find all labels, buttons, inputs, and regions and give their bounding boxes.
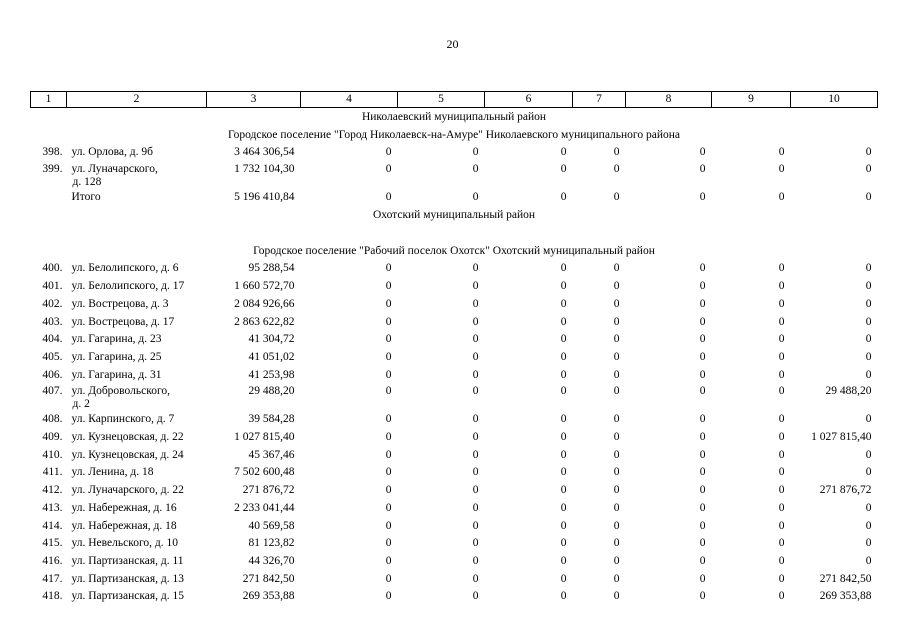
row-number: 403. xyxy=(42,315,63,328)
value-cell: 0 xyxy=(560,431,567,444)
value-cell: 0 xyxy=(778,368,785,381)
value-cell: 0 xyxy=(778,501,785,514)
value-cell: 0 xyxy=(778,572,785,585)
value-cell: 0 xyxy=(560,297,567,310)
value-cell: 2 084 926,66 xyxy=(234,297,295,310)
address-line: ул. Белолипского, д. 17 xyxy=(71,280,185,293)
value-cell: 0 xyxy=(699,537,706,550)
value-cell: 0 xyxy=(613,484,620,497)
value-cell: 0 xyxy=(472,333,479,346)
row-number: 404. xyxy=(42,333,63,346)
value-cell: 0 xyxy=(472,315,479,328)
header-cell: 6 xyxy=(485,92,573,108)
row-number: 414. xyxy=(42,519,63,532)
value-cell: 0 xyxy=(385,190,392,203)
value-cell: 5 196 410,84 xyxy=(234,190,295,203)
value-cell: 0 xyxy=(613,190,620,203)
value-cell: 0 xyxy=(699,431,706,444)
value-cell: 0 xyxy=(613,368,620,381)
value-cell: 0 xyxy=(699,315,706,328)
value-cell: 0 xyxy=(865,413,872,426)
value-cell: 0 xyxy=(385,501,392,514)
value-cell: 0 xyxy=(385,448,392,461)
address-line-2: д. 2 xyxy=(72,398,90,411)
value-cell: 0 xyxy=(865,448,872,461)
value-cell: 0 xyxy=(699,484,706,497)
address-cell xyxy=(67,482,207,500)
address-cell xyxy=(67,447,207,465)
address-cell xyxy=(67,518,207,536)
value-cell: 0 xyxy=(560,590,567,603)
value-cell: 0 xyxy=(560,315,567,328)
value-cell: 0 xyxy=(560,413,567,426)
value-cell: 0 xyxy=(699,146,706,158)
value-cell: 0 xyxy=(613,572,620,585)
page-number: 20 xyxy=(446,37,459,51)
value-cell: 0 xyxy=(385,146,392,158)
value-cell: 0 xyxy=(613,297,620,310)
value-cell: 0 xyxy=(778,554,785,567)
value-cell: 0 xyxy=(778,190,785,203)
value-cell: 0 xyxy=(472,297,479,310)
table-row xyxy=(31,553,878,571)
value-cell: 0 xyxy=(472,385,479,398)
address-cell xyxy=(67,162,207,189)
value-cell: 0 xyxy=(385,162,392,175)
value-cell: 0 xyxy=(385,466,392,479)
value-cell: 1 660 572,70 xyxy=(234,280,295,293)
value-cell: 45 367,46 xyxy=(248,448,295,461)
value-cell: 0 xyxy=(699,413,706,426)
address-line: ул. Гагарина, д. 25 xyxy=(71,350,162,363)
value-cell: 0 xyxy=(699,333,706,346)
table-row xyxy=(31,482,878,500)
value-cell: 0 xyxy=(778,280,785,293)
row-number xyxy=(31,189,67,207)
value-cell: 0 xyxy=(699,368,706,381)
value-cell: 0 xyxy=(613,162,620,175)
section-title: Городское поселение "Рабочий поселок Охотск" Охотский муниципальный район xyxy=(253,245,655,258)
address-cell xyxy=(67,331,207,349)
address-cell xyxy=(67,260,207,278)
value-cell: 0 xyxy=(613,385,620,398)
address-cell xyxy=(67,535,207,553)
value-cell: 0 xyxy=(472,350,479,363)
value-cell: 0 xyxy=(385,572,392,585)
value-cell: 0 xyxy=(385,350,392,363)
value-cell: 271 842,50 xyxy=(242,572,295,585)
value-cell: 0 xyxy=(613,537,620,550)
section-title: Охотский муниципальный район xyxy=(372,209,536,222)
value-cell: 29 488,20 xyxy=(825,385,872,398)
value-cell: 81 123,82 xyxy=(248,537,295,550)
address-line: ул. Партизанская, д. 11 xyxy=(71,554,184,567)
value-cell: 29 488,20 xyxy=(248,385,295,398)
value-cell: 0 xyxy=(385,315,392,328)
value-cell: 0 xyxy=(385,333,392,346)
value-cell: 0 xyxy=(699,280,706,293)
header-cell: 9 xyxy=(712,92,791,108)
value-cell: 0 xyxy=(778,431,785,444)
value-cell: 0 xyxy=(385,368,392,381)
value-cell: 2 233 041,44 xyxy=(234,501,295,514)
value-cell: 0 xyxy=(778,385,785,398)
value-cell: 0 xyxy=(472,413,479,426)
address-cell xyxy=(67,144,207,162)
address-cell xyxy=(67,189,207,207)
value-cell: 0 xyxy=(865,297,872,310)
value-cell: 0 xyxy=(699,572,706,585)
value-cell: 0 xyxy=(865,501,872,514)
value-cell: 41 051,02 xyxy=(248,350,295,363)
section-title: Николаевский муниципальный район xyxy=(361,111,547,123)
value-cell: 0 xyxy=(385,413,392,426)
address-line: ул. Орлова, д. 9б xyxy=(71,146,153,158)
value-cell: 3 464 306,54 xyxy=(234,146,295,158)
header-cell: 4 xyxy=(301,92,398,108)
row-number: 416. xyxy=(42,554,63,567)
value-cell: 0 xyxy=(560,333,567,346)
value-cell: 0 xyxy=(560,554,567,567)
value-cell: 0 xyxy=(560,572,567,585)
address-line: ул. Белолипского, д. 6 xyxy=(71,262,179,275)
address-line: ул. Ленина, д. 18 xyxy=(71,466,154,479)
value-cell: 0 xyxy=(778,413,785,426)
value-cell: 0 xyxy=(560,537,567,550)
row-number: 406. xyxy=(42,368,63,381)
table-row xyxy=(31,500,878,518)
section-title-row xyxy=(31,108,878,127)
address-line: ул. Луначарского, д. 22 xyxy=(71,484,184,497)
address-cell xyxy=(67,588,207,606)
value-cell: 0 xyxy=(613,262,620,275)
row-number: 411. xyxy=(42,466,63,479)
value-cell: 0 xyxy=(560,190,567,203)
value-cell: 0 xyxy=(472,368,479,381)
address-line: ул. Партизанская, д. 15 xyxy=(71,590,184,603)
table-row xyxy=(31,367,878,385)
address-cell xyxy=(67,464,207,482)
value-cell: 0 xyxy=(472,262,479,275)
value-cell: 0 xyxy=(472,554,479,567)
value-cell: 0 xyxy=(472,431,479,444)
value-cell: 271 876,72 xyxy=(242,484,295,497)
address-line: ул. Набережная, д. 16 xyxy=(71,501,177,514)
value-cell: 0 xyxy=(865,333,872,346)
value-cell: 44 326,70 xyxy=(248,554,295,567)
address-line-2: д. 128 xyxy=(72,175,102,188)
value-cell: 0 xyxy=(699,590,706,603)
row-number: 400. xyxy=(42,262,63,275)
row-number: 399. xyxy=(42,162,63,175)
value-cell: 0 xyxy=(865,280,872,293)
address-cell xyxy=(67,429,207,447)
value-cell: 0 xyxy=(865,466,872,479)
value-cell: 2 863 622,82 xyxy=(234,315,295,328)
value-cell: 0 xyxy=(613,448,620,461)
header-cell: 8 xyxy=(626,92,712,108)
value-cell: 0 xyxy=(699,190,706,203)
value-cell: 0 xyxy=(699,350,706,363)
section-title-row xyxy=(31,224,878,260)
value-cell: 0 xyxy=(699,466,706,479)
address-line: ул. Партизанская, д. 13 xyxy=(71,572,184,585)
value-cell: 0 xyxy=(699,297,706,310)
value-cell: 269 353,88 xyxy=(242,590,295,603)
table-row xyxy=(31,162,878,189)
value-cell: 271 876,72 xyxy=(819,484,872,497)
value-cell: 0 xyxy=(699,554,706,567)
value-cell: 0 xyxy=(778,537,785,550)
value-cell: 0 xyxy=(613,590,620,603)
value-cell: 0 xyxy=(385,297,392,310)
row-number: 398. xyxy=(42,146,63,158)
value-cell: 0 xyxy=(472,590,479,603)
value-cell: 0 xyxy=(385,590,392,603)
value-cell: 0 xyxy=(613,466,620,479)
value-cell: 1 027 815,40 xyxy=(234,431,295,444)
table-row xyxy=(31,588,878,606)
table-row xyxy=(31,384,878,411)
value-cell: 0 xyxy=(865,262,872,275)
table-row xyxy=(31,189,878,207)
value-cell: 0 xyxy=(778,162,785,175)
value-cell: 0 xyxy=(613,350,620,363)
value-cell: 0 xyxy=(560,501,567,514)
table-row xyxy=(31,447,878,465)
table-row xyxy=(31,429,878,447)
value-cell: 0 xyxy=(613,333,620,346)
address-cell xyxy=(67,411,207,429)
value-cell: 0 xyxy=(613,431,620,444)
value-cell: 39 584,28 xyxy=(248,413,295,426)
value-cell: 7 502 600,48 xyxy=(234,466,295,479)
value-cell: 0 xyxy=(613,280,620,293)
value-cell: 0 xyxy=(560,162,567,175)
address-line: ул. Кузнецовская, д. 22 xyxy=(71,431,184,444)
value-cell: 0 xyxy=(613,501,620,514)
table-row xyxy=(31,518,878,536)
value-cell: 0 xyxy=(385,537,392,550)
address-cell xyxy=(67,278,207,296)
address-line: ул. Добровольского, xyxy=(71,385,171,398)
row-number: 413. xyxy=(42,501,63,514)
value-cell: 0 xyxy=(699,519,706,532)
value-cell: 0 xyxy=(778,333,785,346)
address-cell xyxy=(67,314,207,332)
section-title-row xyxy=(31,126,878,144)
address-line: ул. Карпинского, д. 7 xyxy=(71,413,175,426)
header-cell: 2 xyxy=(67,92,207,108)
address-line: ул. Невельского, д. 10 xyxy=(71,537,178,550)
value-cell: 0 xyxy=(613,146,620,158)
row-number: 408. xyxy=(42,413,63,426)
row-number: 410. xyxy=(42,448,63,461)
address-cell xyxy=(67,500,207,518)
value-cell: 0 xyxy=(560,466,567,479)
row-number: 417. xyxy=(42,572,63,585)
value-cell: 40 569,58 xyxy=(248,519,295,532)
value-cell: 0 xyxy=(613,315,620,328)
value-cell: 0 xyxy=(472,537,479,550)
table-row xyxy=(31,349,878,367)
value-cell: 0 xyxy=(560,385,567,398)
address-line: ул. Кузнецовская, д. 24 xyxy=(71,448,184,461)
value-cell: 1 027 815,40 xyxy=(811,431,872,444)
table-row xyxy=(31,278,878,296)
value-cell: 0 xyxy=(865,315,872,328)
row-number: 407. xyxy=(42,385,63,398)
value-cell: 0 xyxy=(699,448,706,461)
address-line: ул. Вострецова, д. 17 xyxy=(71,315,175,328)
header-cell: 5 xyxy=(398,92,485,108)
address-cell xyxy=(67,571,207,589)
value-cell: 0 xyxy=(560,280,567,293)
value-cell: 0 xyxy=(613,554,620,567)
value-cell: 0 xyxy=(472,448,479,461)
value-cell: 0 xyxy=(778,297,785,310)
value-cell: 95 288,54 xyxy=(248,262,295,275)
value-cell: 0 xyxy=(472,190,479,203)
value-cell: 0 xyxy=(865,162,872,175)
value-cell: 0 xyxy=(472,162,479,175)
value-cell: 0 xyxy=(385,519,392,532)
value-cell: 0 xyxy=(472,572,479,585)
address-line: ул. Гагарина, д. 23 xyxy=(71,333,162,346)
value-cell: 271 842,50 xyxy=(819,572,872,585)
value-cell: 0 xyxy=(560,350,567,363)
value-cell: 0 xyxy=(560,368,567,381)
value-cell: 0 xyxy=(560,262,567,275)
value-cell: 0 xyxy=(865,146,872,158)
value-cell: 0 xyxy=(865,537,872,550)
row-number: 415. xyxy=(42,537,63,550)
data-table xyxy=(30,91,878,606)
value-cell: 0 xyxy=(778,315,785,328)
header-cell: 3 xyxy=(207,92,301,108)
header-cell: 10 xyxy=(791,92,878,108)
table-row xyxy=(31,296,878,314)
value-cell: 0 xyxy=(385,484,392,497)
value-cell: 0 xyxy=(699,385,706,398)
row-number: 418. xyxy=(42,590,63,603)
address-cell xyxy=(67,384,207,411)
value-cell: 0 xyxy=(778,519,785,532)
table-row xyxy=(31,535,878,553)
value-cell: 0 xyxy=(613,519,620,532)
value-cell: 0 xyxy=(865,350,872,363)
value-cell: 0 xyxy=(385,262,392,275)
value-cell: 0 xyxy=(472,466,479,479)
value-cell: 0 xyxy=(778,484,785,497)
value-cell: 0 xyxy=(865,368,872,381)
address-line: ул. Луначарского, xyxy=(71,162,158,175)
row-number: 405. xyxy=(42,350,63,363)
value-cell: 0 xyxy=(778,448,785,461)
address-cell xyxy=(67,349,207,367)
row-number: 402. xyxy=(42,297,63,310)
header-cell: 7 xyxy=(573,92,626,108)
table-row xyxy=(31,260,878,278)
address-cell xyxy=(67,296,207,314)
address-cell xyxy=(67,553,207,571)
value-cell: 0 xyxy=(699,501,706,514)
header-cell: 1 xyxy=(31,92,67,108)
value-cell: 0 xyxy=(385,280,392,293)
value-cell: 41 304,72 xyxy=(248,333,295,346)
value-cell: 0 xyxy=(472,501,479,514)
value-cell: 0 xyxy=(778,590,785,603)
section-title-row xyxy=(31,206,878,224)
value-cell: 0 xyxy=(778,350,785,363)
value-cell: 0 xyxy=(385,554,392,567)
table-header xyxy=(31,92,878,108)
value-cell: 0 xyxy=(560,519,567,532)
table-row xyxy=(31,411,878,429)
value-cell: 0 xyxy=(560,448,567,461)
value-cell: 41 253,98 xyxy=(248,368,295,381)
value-cell: 0 xyxy=(778,262,785,275)
address-cell xyxy=(67,367,207,385)
row-number: 409. xyxy=(42,431,63,444)
value-cell: 0 xyxy=(472,280,479,293)
address-line: ул. Вострецова, д. 3 xyxy=(71,297,169,310)
value-cell: 1 732 104,30 xyxy=(234,162,295,175)
value-cell: 0 xyxy=(613,413,620,426)
value-cell: 0 xyxy=(778,466,785,479)
table-row xyxy=(31,571,878,589)
table-row xyxy=(31,331,878,349)
table-row xyxy=(31,144,878,162)
value-cell: 0 xyxy=(778,146,785,158)
table-row xyxy=(31,464,878,482)
value-cell: 0 xyxy=(865,554,872,567)
address-line: Итого xyxy=(71,190,101,203)
address-line: ул. Гагарина, д. 31 xyxy=(71,368,162,381)
value-cell: 269 353,88 xyxy=(819,590,872,603)
row-number: 412. xyxy=(42,484,63,497)
value-cell: 0 xyxy=(472,146,479,158)
value-cell: 0 xyxy=(560,484,567,497)
value-cell: 0 xyxy=(385,385,392,398)
value-cell: 0 xyxy=(865,519,872,532)
address-line: ул. Набережная, д. 18 xyxy=(71,519,177,532)
value-cell: 0 xyxy=(472,519,479,532)
value-cell: 0 xyxy=(699,162,706,175)
section-title: Городское поселение "Город Николаевск-на-Амуре" Николаевского муниципального района xyxy=(227,129,680,141)
value-cell: 0 xyxy=(472,484,479,497)
value-cell: 0 xyxy=(865,190,872,203)
value-cell: 0 xyxy=(385,431,392,444)
table-row xyxy=(31,314,878,332)
row-number: 401. xyxy=(42,280,63,293)
value-cell: 0 xyxy=(699,262,706,275)
value-cell: 0 xyxy=(560,146,567,158)
